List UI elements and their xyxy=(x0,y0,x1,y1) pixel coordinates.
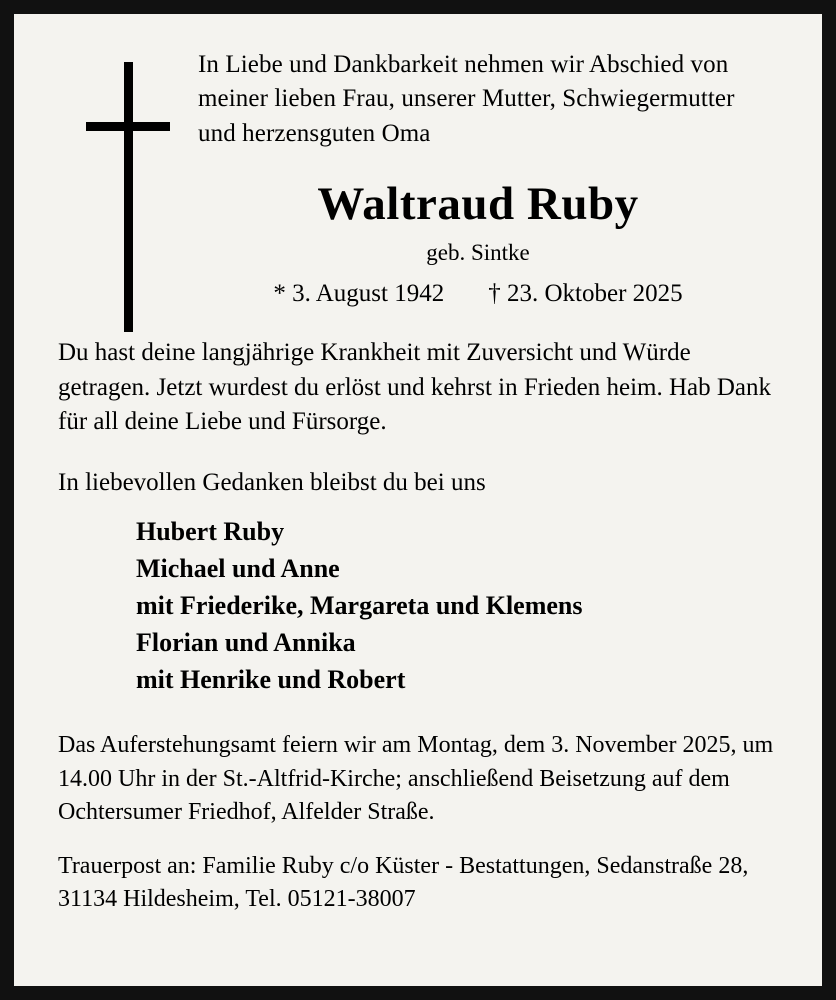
cross-horizontal-bar xyxy=(86,122,170,131)
list-item: Hubert Ruby xyxy=(136,517,285,547)
cross-vertical-bar xyxy=(124,62,133,332)
list-item: Florian und Annika xyxy=(136,628,356,658)
life-dates xyxy=(178,280,778,308)
birth-date: * 3. August 1942 xyxy=(273,280,445,308)
cross-icon xyxy=(86,62,170,332)
contact-info: Trauerpost an: Familie Ruby c/o Küster - Bestattungen, Sedanstraße 28, 31134 Hildesheim, Tel. 05121-38007 xyxy=(58,852,749,913)
deceased-name-block xyxy=(178,179,778,309)
obituary-card xyxy=(14,14,822,986)
list-item: Michael und Anne xyxy=(136,554,340,584)
intro-text: In Liebe und Dankbarkeit nehmen wir Abschied von meiner lieben Frau, unserer Mutter, Schwiegermutter und herzensguten Oma xyxy=(198,51,735,147)
service-info: Das Auferstehungsamt feiern wir am Montag, dem 3. November 2025, um 14.00 Uhr in der St.-Altfrid-Kirche; anschließend Beisetzung auf dem Ochtersumer Friedhof, Alfelder Straße. xyxy=(58,731,774,826)
list-item: mit Henrike und Robert xyxy=(136,665,406,695)
maiden-name: geb. Sintke xyxy=(426,240,530,266)
death-date: † 23. Oktober 2025 xyxy=(488,280,683,308)
mourners-intro: In liebevollen Gedanken bleibst du bei uns xyxy=(58,468,486,496)
mourners-list xyxy=(136,514,778,699)
deceased-name: Waltraud Ruby xyxy=(317,177,639,230)
memorial-text: Du hast deine langjährige Krankheit mit Zuversicht und Würde getragen. Jetzt wurdest du erlöst und kehrst in Frieden heim. Hab Dank für all deine Liebe und Fürsorge. xyxy=(58,339,772,436)
list-item: mit Friederike, Margareta und Klemens xyxy=(136,591,583,621)
